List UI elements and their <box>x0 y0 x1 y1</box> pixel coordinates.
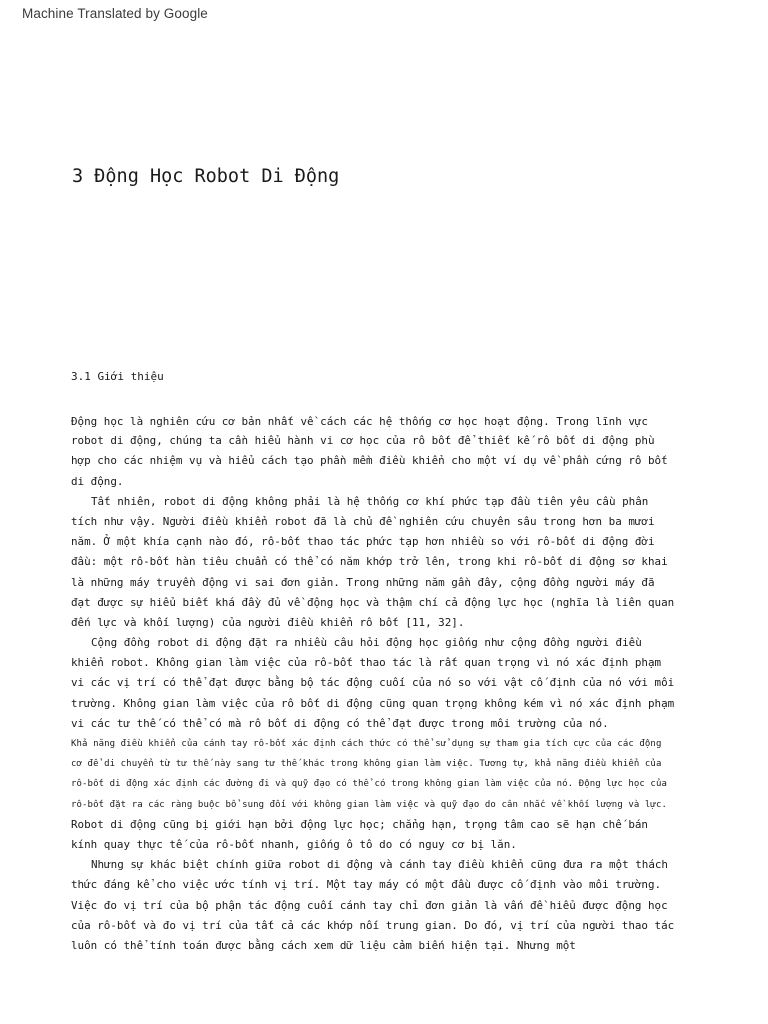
text-line: vi các tư thế có thể có mà rô bốt di động có thể đạt được trong môi trường của nó. <box>71 716 609 730</box>
body-text <box>71 412 711 956</box>
text-line: hợp cho các nhiệm vụ và hiểu cách tạo phần mềm điều khiển cho một ví dụ về phần cứng rô bốt <box>71 454 668 468</box>
text-line: đầu: một rô-bốt hàn tiêu chuẩn có thể có năm khớp trở lên, trong khi rô-bốt di động sơ khai <box>71 555 668 569</box>
chapter-title: 3 Động Học Robot Di Động <box>72 166 340 187</box>
text-line: di động. <box>71 474 124 488</box>
text-line: thức đáng kể cho việc ước tính vị trí. Một tay máy có một đầu được cố định vào môi trường. <box>71 878 662 892</box>
text-line: Nhưng sự khác biệt chính giữa robot di động và cánh tay điều khiển cũng đưa ra một thách <box>91 858 668 872</box>
text-line: là những máy truyền động vi sai đơn giản. Trong những năm gần đây, cộng đồng người máy đã <box>71 575 655 589</box>
text-line: trường. Không gian làm việc của rô bốt di động cũng quan trọng không kém vì nó xác định phạm <box>71 696 675 710</box>
machine-translation-banner: Machine Translated by Google <box>22 6 208 21</box>
text-line: đạt được sự hiểu biết khá đầy đủ về động học và thậm chí cả động lực học (nghĩa là liên quan <box>71 595 675 609</box>
text-line: Việc đo vị trí của bộ phận tác động cuối cánh tay chỉ đơn giản là vấn đề hiểu được động học <box>71 898 668 912</box>
text-line: kính quay thực tế của rô-bốt nhanh, giống ô tô do có nguy cơ bị lăn. <box>71 837 517 851</box>
text-line: Động học là nghiên cứu cơ bản nhất về cách các hệ thống cơ học hoạt động. Trong lĩnh vực <box>71 415 648 428</box>
text-line: robot di động, chúng ta cần hiểu hành vi cơ học của rô bốt để thiết kế rô bốt di động phù <box>71 434 655 448</box>
text-line: vi các vị trí có thể đạt được bằng bộ tác động cuối của nó so với vật cố định của nó với môi <box>71 676 675 690</box>
text-line: Tất nhiên, robot di động không phải là hệ thống cơ khí phức tạp đầu tiên yêu cầu phân <box>91 494 649 508</box>
text-line: cơ để di chuyển từ tư thế này sang tư thế khác trong không gian làm việc. Tương tự, khả năng điều khiển của <box>71 759 662 770</box>
text-line: Robot di động cũng bị giới hạn bởi động lực học; chẳng hạn, trọng tâm cao sẽ hạn chế bán <box>71 817 648 831</box>
text-line: khiển robot. Không gian làm việc của rô-bốt thao tác là rất quan trọng vì nó xác định phạm <box>71 656 662 670</box>
text-line: Khả năng điều khiển của cánh tay rô-bốt xác định cách thức có thể sử dụng sự tham gia tích cực của các động <box>71 739 662 749</box>
text-line: của rô-bốt và đo vị trí của tất cả các khớp nối trung gian. Do đó, vị trí của người thao tác <box>71 918 675 932</box>
text-line: năm. Ở một khía cạnh nào đó, rô-bốt thao tác phức tạp hơn nhiều so với rô-bốt di động đời <box>71 535 655 549</box>
text-line: đến lực và khối lượng) của người điều khiển rô bốt [11, 32]. <box>71 615 465 629</box>
text-line: luôn có thể tính toán được bằng cách xem dữ liệu cảm biến hiện tại. Nhưng một <box>71 938 576 952</box>
text-line: Cộng đồng robot di động đặt ra nhiều câu hỏi động học giống như cộng đồng người điều <box>91 636 642 650</box>
text-line: rô-bốt đặt ra các ràng buộc bổ sung đối với không gian làm việc và quỹ đạo do cân nhắc về khối lượng và lực. <box>71 799 667 810</box>
text-line: rô-bốt di động xác định các đường đi và quỹ đạo có thể có trong không gian làm việc của nó. Động lực học của <box>71 779 667 790</box>
section-heading: 3.1 Giới thiệu <box>71 370 164 383</box>
text-line: tích như vậy. Người điều khiển robot đã là chủ đề nghiên cứu chuyên sâu trong hơn ba mươi <box>71 514 655 528</box>
